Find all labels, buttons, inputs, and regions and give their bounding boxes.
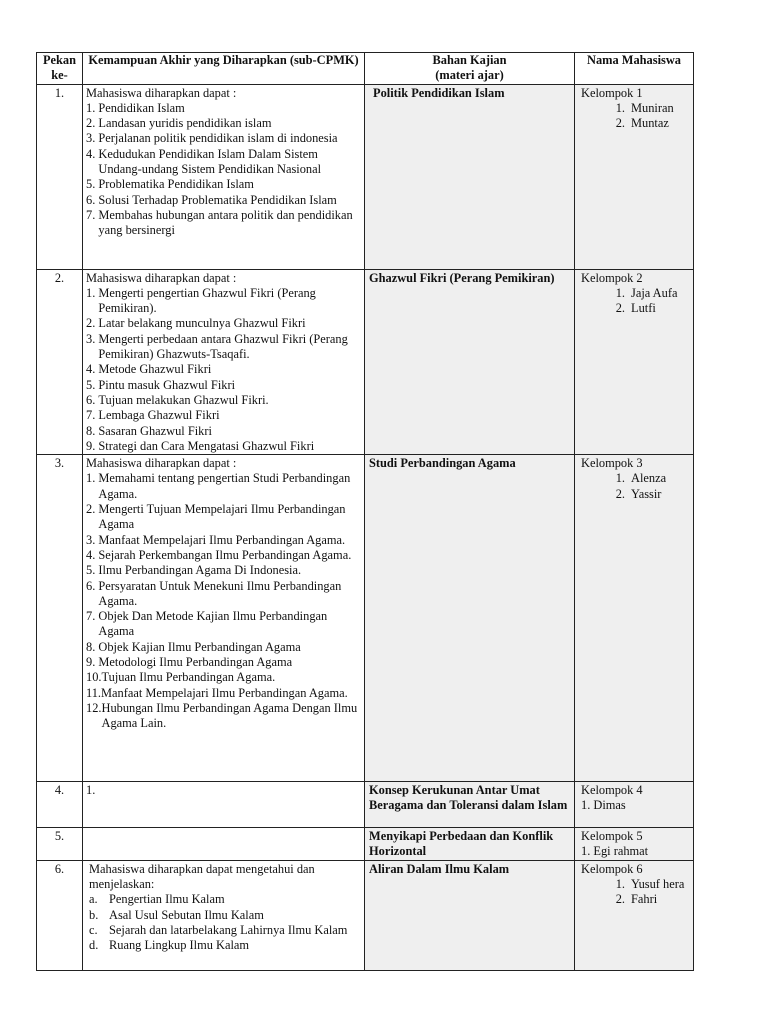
kemampuan-item (89, 938, 361, 953)
kemampuan-cell (83, 828, 365, 861)
kemampuan-cell (83, 84, 365, 269)
header-pekan: Pekan ke- (37, 53, 83, 85)
kemampuan-item (86, 640, 361, 655)
item-text: Solusi Terhadap Problematika Pendidikan Islam (98, 192, 337, 207)
kemampuan-item (86, 101, 361, 116)
bahan-cell: Aliran Dalam Ilmu Kalam (365, 860, 575, 970)
item-text: Ruang Lingkup Ilmu Kalam (109, 938, 250, 953)
item-text: Mengerti Tujuan Mempelajari Ilmu Perbandingan Agama (98, 502, 346, 532)
bahan-cell: Politik Pendidikan Islam (365, 84, 575, 269)
kelompok-label: Kelompok 2 (581, 270, 643, 285)
item-number: 6. (86, 392, 99, 407)
member-name: Yusuf hera (631, 877, 685, 892)
pekan-cell: 1. (37, 84, 83, 269)
item-text: Strategi dan Cara Mengatasi Ghazwul Fikri (98, 438, 315, 453)
item-text: Latar belakang munculnya Ghazwul Fikri (98, 316, 306, 331)
item-number: 2. (86, 502, 99, 517)
kemampuan-cell (83, 860, 365, 970)
member-name: Muniran (631, 100, 674, 115)
member-number: 1. (615, 100, 625, 115)
item-number: 7. (86, 408, 99, 423)
item-number: 7. (86, 609, 99, 624)
item-number: 11. (86, 685, 102, 700)
kemampuan-item (86, 316, 361, 331)
item-number: 1. (86, 100, 99, 115)
item-number: 4. (86, 547, 99, 562)
kemampuan-item (86, 332, 361, 363)
member-number: 2. (615, 892, 625, 907)
item-number: d. (89, 938, 99, 953)
header-nama: Nama Mahasiswa (575, 53, 694, 85)
bahan-cell: Studi Perbandingan Agama (365, 455, 575, 782)
item-text: Objek Kajian Ilmu Perbandingan Agama (98, 639, 301, 654)
item-text: Lembaga Ghazwul Fikri (98, 408, 220, 423)
bahan-cell: Menyikapi Perbedaan dan Konflik Horizontal (365, 828, 575, 861)
table-row (37, 455, 694, 782)
item-number: 1. (86, 285, 99, 300)
item-number: 5. (86, 563, 99, 578)
table-row (37, 84, 694, 269)
kemampuan-item (86, 548, 361, 563)
item-text: Objek Dan Metode Kajian Ilmu Perbandingan Agama (98, 609, 328, 639)
nama-cell (575, 860, 694, 970)
kelompok-label: Kelompok 5 (581, 829, 643, 844)
member-name: Lutfi (631, 301, 656, 316)
pekan-cell: 2. (37, 269, 83, 455)
item-number: 3. (86, 532, 99, 547)
item-text: Sejarah dan latarbelakang Lahirnya Ilmu Kalam (109, 922, 348, 937)
kemampuan-cell (83, 782, 365, 828)
kemampuan-item (86, 131, 361, 146)
table-row (37, 782, 694, 828)
item-text: Sasaran Ghazwul Fikri (98, 423, 212, 438)
item-number: 3. (86, 331, 99, 346)
item-number: 1. (86, 471, 99, 486)
item-number: 2. (86, 316, 99, 331)
item-number: 2. (86, 116, 99, 131)
bahan-cell: Konsep Kerukunan Antar Umat Beragama dan Toleransi dalam Islam (365, 782, 575, 828)
kemampuan-intro: Mahasiswa diharapkan dapat : (86, 85, 237, 100)
member-name: Muntaz (631, 116, 669, 131)
member-line: 1. Egi rahmat (581, 844, 649, 859)
item-number: 10. (86, 670, 102, 685)
item-number: c. (89, 922, 98, 937)
item-number: 3. (86, 131, 99, 146)
member-item (581, 877, 690, 892)
item-number: 8. (86, 423, 99, 438)
kemampuan-item (86, 177, 361, 192)
kemampuan-item (89, 923, 361, 938)
kemampuan-item (86, 502, 361, 533)
item-number: 5. (86, 177, 99, 192)
item-number: 4. (86, 362, 99, 377)
header-bahan-line1: Bahan Kajian (432, 53, 507, 67)
kelompok-label: Kelompok 6 (581, 861, 643, 876)
item-number: 5. (86, 377, 99, 392)
kelompok-label: Kelompok 1 (581, 85, 643, 100)
member-number: 2. (615, 116, 625, 131)
item-text: Membahas hubungan antara politik dan pendidikan yang bersinergi (98, 207, 353, 238)
nama-cell (575, 455, 694, 782)
member-item (581, 301, 690, 316)
item-number: 7. (86, 207, 99, 222)
item-number: 6. (86, 192, 99, 207)
kemampuan-item (86, 609, 361, 640)
member-item (581, 892, 690, 907)
kemampuan-item (86, 579, 361, 610)
member-number: 2. (615, 486, 625, 501)
member-number: 1. (615, 877, 625, 892)
item-text: Sejarah Perkembangan Ilmu Perbandingan Agama. (98, 547, 352, 562)
item-text: Kedudukan Pendidikan Islam Dalam Sistem Undang-undang Sistem Pendidikan Nasional (98, 146, 322, 177)
nama-cell (575, 84, 694, 269)
item-text: Manfaat Mempelajari Ilmu Perbandingan Agama. (98, 532, 346, 547)
kemampuan-item (89, 908, 361, 923)
kemampuan-item (86, 393, 361, 408)
kemampuan-text: 1. (86, 783, 96, 798)
member-item (581, 471, 690, 486)
member-number: 1. (615, 471, 625, 486)
kemampuan-item (86, 147, 361, 178)
pekan-cell: 4. (37, 782, 83, 828)
kemampuan-intro: Mahasiswa diharapkan dapat : (86, 456, 237, 471)
kemampuan-item (86, 378, 361, 393)
item-text: Metode Ghazwul Fikri (98, 362, 212, 377)
item-text: Mengerti perbedaan antara Ghazwul Fikri (Perang Pemikiran) Ghazwuts-Tsaqafi. (98, 331, 348, 362)
item-text: Tujuan melakukan Ghazwul Fikri. (98, 392, 269, 407)
member-number: 1. (615, 285, 625, 300)
pekan-cell: 5. (37, 828, 83, 861)
item-text: Problematika Pendidikan Islam (98, 177, 254, 192)
member-item (581, 116, 690, 131)
kemampuan-item (86, 701, 361, 732)
kelompok-label: Kelompok 4 (581, 783, 643, 798)
item-number: a. (89, 892, 98, 907)
nama-cell (575, 269, 694, 455)
item-text: Perjalanan politik pendidikan islam di indonesia (98, 131, 338, 146)
item-number: b. (89, 907, 99, 922)
kemampuan-item (86, 362, 361, 377)
member-item (581, 101, 690, 116)
item-number: 6. (86, 578, 99, 593)
kemampuan-item (86, 208, 361, 239)
header-bahan (365, 53, 575, 85)
item-text: Pintu masuk Ghazwul Fikri (98, 377, 236, 392)
item-text: Ilmu Perbandingan Agama Di Indonesia. (98, 563, 302, 578)
table-row (37, 828, 694, 861)
kemampuan-item (89, 892, 361, 907)
table-row (37, 860, 694, 970)
rps-table (36, 52, 694, 971)
item-text: Metodologi Ilmu Perbandingan Agama (98, 655, 293, 670)
member-name: Alenza (631, 471, 667, 486)
kemampuan-item (86, 655, 361, 670)
header-kemampuan: Kemampuan Akhir yang Diharapkan (sub-CPMK) (83, 53, 365, 85)
pekan-cell: 6. (37, 860, 83, 970)
item-number: 9. (86, 438, 99, 453)
member-name: Jaja Aufa (631, 285, 678, 300)
kemampuan-intro: Mahasiswa diharapkan dapat mengetahui dan menjelaskan: (89, 861, 315, 892)
kemampuan-item (86, 116, 361, 131)
item-text: Tujuan Ilmu Perbandingan Agama. (101, 670, 276, 685)
kemampuan-item (86, 439, 361, 454)
bahan-cell: Ghazwul Fikri (Perang Pemikiran) (365, 269, 575, 455)
header-row (37, 53, 694, 85)
kemampuan-item (86, 424, 361, 439)
item-text: Mengerti pengertian Ghazwul Fikri (Perang Pemikiran). (98, 285, 316, 316)
item-text: Persyaratan Untuk Menekuni Ilmu Perbandingan Agama. (98, 578, 342, 608)
nama-cell (575, 782, 694, 828)
item-number: 9. (86, 655, 99, 670)
member-item (581, 487, 690, 502)
member-line: 1. Dimas (581, 798, 626, 813)
kemampuan-item (86, 563, 361, 578)
kemampuan-item (86, 408, 361, 423)
kemampuan-item (86, 670, 361, 685)
kemampuan-intro: Mahasiswa diharapkan dapat : (86, 270, 237, 285)
item-text: Asal Usul Sebutan Ilmu Kalam (109, 907, 264, 922)
item-text: Hubungan Ilmu Perbandingan Agama Dengan Ilmu Agama Lain. (101, 700, 358, 731)
item-text: Manfaat Mempelajari Ilmu Perbandingan Agama. (101, 685, 348, 700)
item-number: 8. (86, 639, 99, 654)
member-name: Fahri (631, 892, 658, 907)
member-number: 2. (615, 301, 625, 316)
pekan-cell: 3. (37, 455, 83, 782)
table-row (37, 269, 694, 455)
kemampuan-item (86, 193, 361, 208)
item-text: Pendidikan Islam (98, 100, 185, 115)
item-text: Landasan yuridis pendidikan islam (98, 116, 272, 131)
item-text: Memahami tentang pengertian Studi Perbandingan Agama. (98, 471, 351, 501)
kemampuan-item (86, 471, 361, 502)
header-bahan-line2: (materi ajar) (435, 68, 504, 83)
item-text: Pengertian Ilmu Kalam (109, 892, 225, 907)
kemampuan-item (86, 533, 361, 548)
kemampuan-item (86, 686, 361, 701)
nama-cell (575, 828, 694, 861)
item-number: 12. (86, 700, 102, 715)
kemampuan-cell (83, 269, 365, 455)
item-number: 4. (86, 146, 99, 161)
member-name: Yassir (631, 486, 662, 501)
kelompok-label: Kelompok 3 (581, 456, 643, 471)
member-item (581, 286, 690, 301)
kemampuan-item (86, 286, 361, 317)
kemampuan-cell (83, 455, 365, 782)
